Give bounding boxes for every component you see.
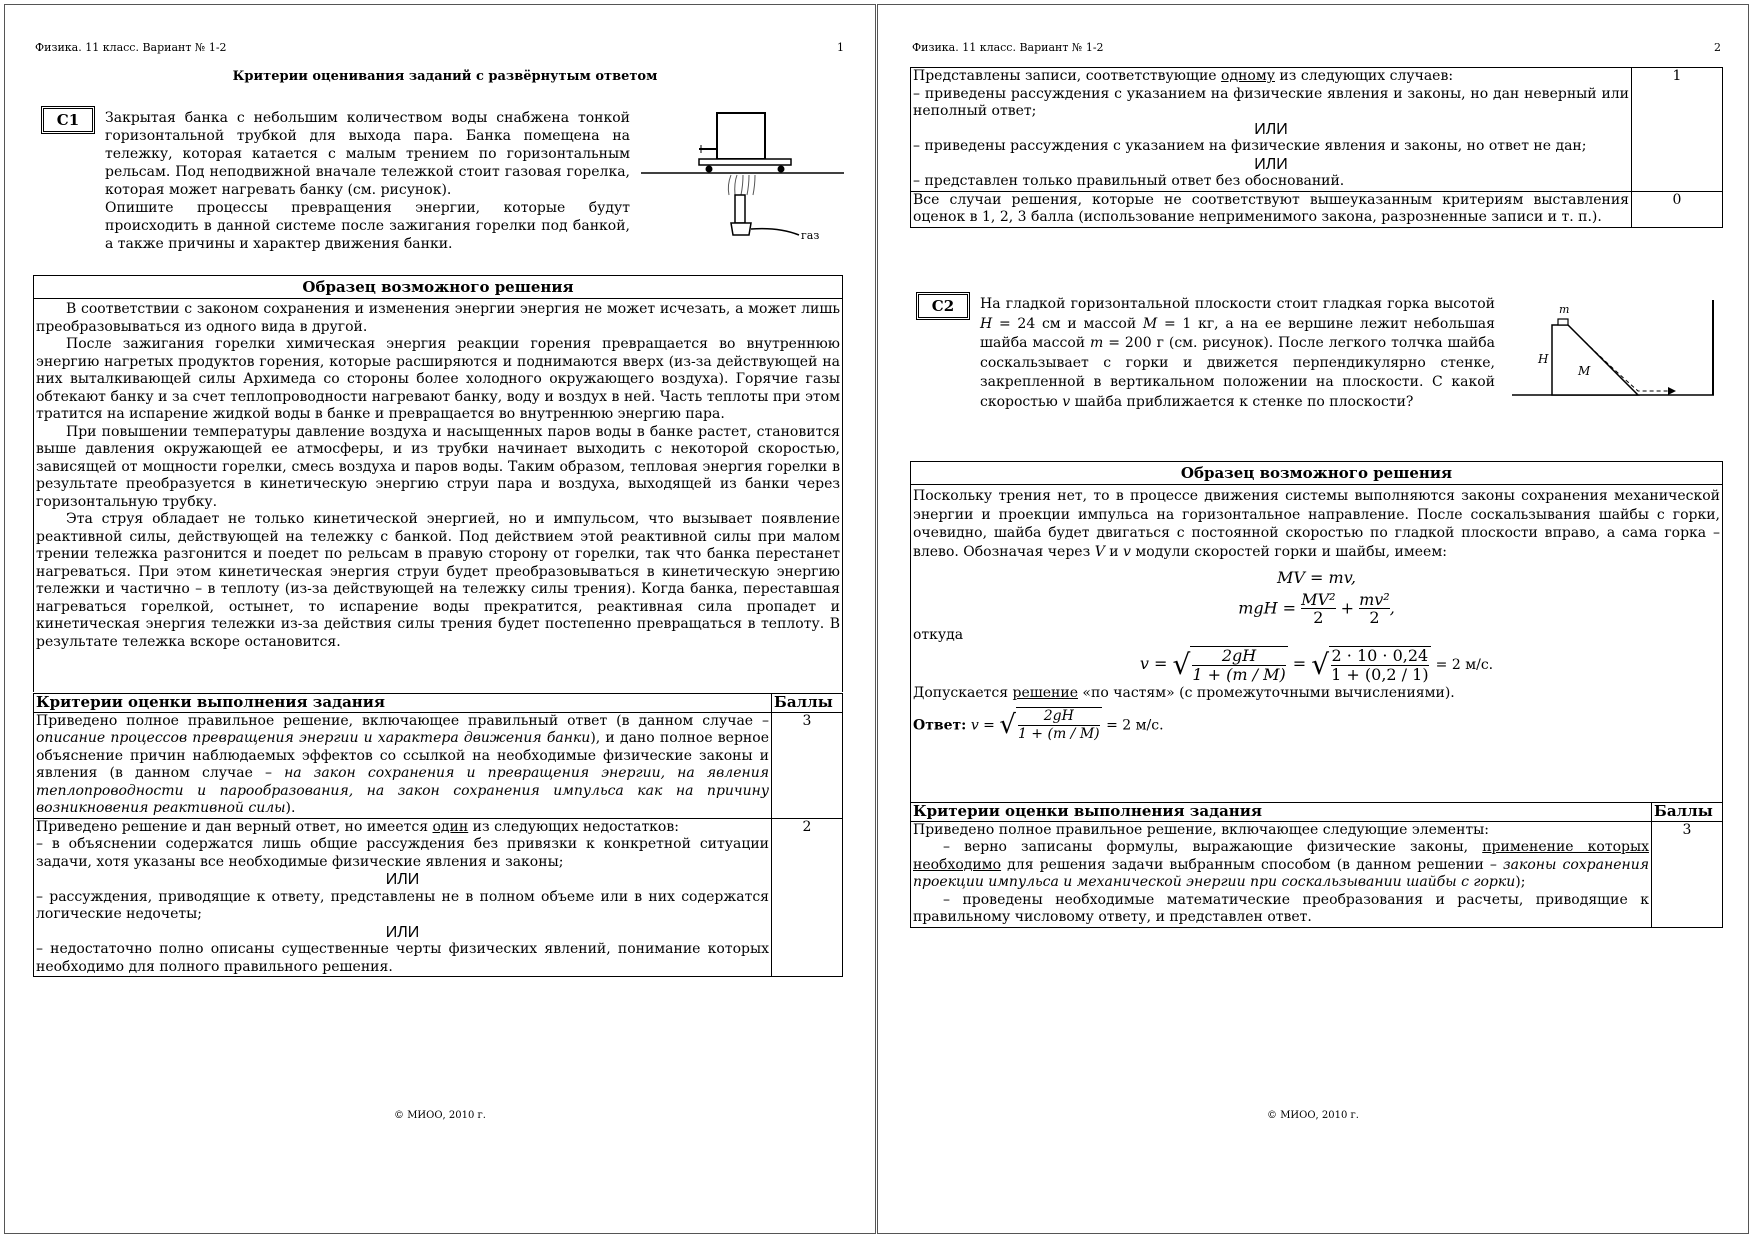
criteria-text-2: Приведено решение и дан верный ответ, но имеется один из следующих недостатков: – в объяснении содержатся лишь общие рассуждения без привязки к конкретной ситуации задачи, хотя указаны все необходимые физические явления и законы; ИЛИ – рассуждения, приводящие к ответу, представлены не в полном объеме или в них содержатся логические недочеты; ИЛИ – недостаточно полно описаны существенные черты физических явлений, понимание которых необходимо для полного правильного решения. <box>34 818 772 977</box>
c2-criteria <box>910 802 1723 928</box>
header-title-left: Физика. 11 класс. Вариант № 1-2 <box>35 41 227 54</box>
criteria-text-1: Представлены записи, соответствующие одному из следующих случаев: – приведены рассуждения с указанием на физические явления и законы, но дан неверный или неполный ответ; ИЛИ – приведены рассуждения с указанием на физические явления и законы, но ответ не дан; ИЛИ – представлен только правильный ответ без обоснований. <box>911 68 1632 192</box>
puck-shape <box>1558 319 1568 325</box>
cart-wheel <box>778 166 785 173</box>
criteria-row-2 <box>34 818 843 977</box>
criteria-row-0 <box>911 191 1723 227</box>
criteria-row-3 <box>911 821 1723 927</box>
criteria-row-1 <box>911 68 1723 192</box>
task-c1-paragraph: Закрытая банка с небольшим количеством воды снабжена тонкой горизонтальной трубкой для выхода пара. Банка помещена на тележку, которая катается с малым трением по горизонтальным рельсам. Под неподвижной вначале тележкой стоит газовая горелка, которая может нагревать банку (см. рисунок). <box>105 110 630 198</box>
score-2: 2 <box>772 818 843 977</box>
c2-criteria-table <box>910 802 1723 928</box>
footer-left: © МИОО, 2010 г. <box>394 1110 486 1121</box>
score-1: 1 <box>1632 68 1723 192</box>
equation-velocity: v = √ $\frac{2gH}{1 + (m / M)}$ = √ $\frac{2 \cdot 10 \cdot 0,24}{1 + (0,2 / 1)}$ = 2 м/с. <box>1139 646 1494 684</box>
solution-paragraph: После зажигания горелки химическая энергия реакции горения превращается во внутреннюю энергию нагретых продуктов горения, которые расширяются и поднимаются вверх (из-за действующей на них выталкивающей силы Архимеда со стороны более холодного окружающего воздуха). Горячие газы обтекают банку и за счет теплопроводности нагревают банку, воду и воздух в ней. Часть теплоты при этом тратится на испарение жидкой воды в банке и превращается во внутреннюю энергию пара. <box>36 336 840 422</box>
header-title-right: Физика. 11 класс. Вариант № 1-2 <box>912 41 1104 54</box>
criteria-row-3 <box>34 712 843 818</box>
cart-wheel <box>706 166 713 173</box>
solution-paragraph: При повышении температуры давление воздуха и насыщенных паров воды в банке растет, становится выше давления окружающей ее атмосферы, и из трубки начинает выходить с некоторой скоростью, зависящей от мощности горелки, смесь воздуха и паров воды. Таким образом, тепловая энергия горелки в результате преобразуется в кинетическую энергию струи пара и воздуха, выходящей из банки через горизонтальную трубку. <box>36 423 840 510</box>
c1-criteria <box>33 693 843 977</box>
score-3: 3 <box>772 712 843 818</box>
solution-paragraph: В соответствии с законом сохранения и изменения энергии энергия не может исчезать, а может лишь преобразовываться из одного вида в другой. <box>36 301 840 335</box>
equation-energy: mgH = $\frac{\text{MV²}}{2}$ + $\frac{\text{mv²}}{2}$ , <box>1238 589 1395 627</box>
equation-momentum: MV = mv, <box>1277 568 1356 587</box>
fig-m-label: m <box>1559 303 1570 316</box>
gas-label: газ <box>801 229 820 242</box>
gas-pipe <box>751 229 799 235</box>
task-c2-text: На гладкой горизонтальной плоскости стоит гладкая горка высотой H = 24 см и массой M = 1 кг, а на ее вершине лежит небольшая шайба массой m = 200 г (см. рисунок). После легкого толчка шайба соскальзывает с горки и движется перпендикулярно стенке, закрепленной в вертикальном положении на плоскости. С какой скоростью v шайба приближается к стенке по плоскости? <box>980 296 1495 410</box>
score-3: 3 <box>1652 821 1723 927</box>
criteria-header: Критерии оценки выполнения задания <box>911 803 1652 822</box>
fig-H-label: H <box>1538 352 1549 366</box>
otkuda-text: откуда <box>913 626 964 643</box>
page-right <box>877 4 1749 1234</box>
criteria-text-3: Приведено полное правильное решение, включающее следующие элементы: – верно записаны формулы, выражающие физические законы, применение которых необходимо для решения задачи выбранным способом (в данном решении – законы сохранения проекции импульса и механической энергии при соскальзывании шайбы с горки); – проведены необходимые математические преобразования и расчеты, приводящие к правильному числовому ответу, и представлен ответ. <box>911 821 1652 927</box>
section-title: Критерии оценивания заданий с развёрнутым ответом <box>232 69 658 84</box>
points-header: Баллы <box>1652 803 1723 822</box>
or-separator: ИЛИ <box>1254 120 1288 138</box>
or-separator: ИЛИ <box>1254 155 1288 173</box>
or-separator: ИЛИ <box>385 871 420 888</box>
task-c1-question: Опишите процессы превращения энергии, которые будут происходить в данной системе после зажигания горелки под банкой, а также причины и характер движения банки. <box>105 200 630 252</box>
criteria-text-3: Приведено полное правильное решение, включающее правильный ответ (в данном случае – описание процессов превращения энергии и характера движения банки), и дано полное верное объяснение причин наблюдаемых эффектов со ссылкой на необходимые физические законы и явления (в данном случае – на закон сохранения и превращения энергии, на явления теплопроводности и парообразования, на закон сохранения импульса как на причину возникновения реактивной силы). <box>34 712 772 818</box>
or-separator: ИЛИ <box>385 923 420 941</box>
c2-solution-box <box>910 461 1723 803</box>
arrow-head <box>1668 387 1676 395</box>
c2-solution-text: Поскольку трения нет, то в процессе движения системы выполняются законы сохранения механической энергии и проекции импульса на горизонтальное направление. После соскальзывания шайбы с горки, очевидно, шайба будет двигаться с постоянной скоростью по гладкой плоскости вправо, а сама горка – влево. Обозначая через V и v модули скоростей горки и шайбы, имеем: MV = mv, mgH = $\frac{\text{MV²}}{2}$ + $\frac{\text{mv²}}{2}$ , откуда v = √ $\frac{2gH}{1 + (m / M)}$ = √ $\frac{2 \cdot 10 \cdot 0,24}{1 + (0,2 / 1)}$ = 2 м/с. Допускается решение «по частям» (с промежуточными вычислениями). Ответ: v = √ $\frac{2gH}{1 + (m / M)}$ = 2 м/с. <box>913 488 1720 742</box>
c1-criteria-table-continued <box>910 67 1723 228</box>
c1-solution-text <box>34 299 842 651</box>
cart-platform <box>699 159 791 165</box>
c2-figure <box>1508 295 1718 405</box>
c2-solution-title: Образец возможного решения <box>911 462 1722 485</box>
criteria-header: Критерии оценки выполнения задания <box>34 694 772 713</box>
burner-shape <box>735 195 745 223</box>
hill-shape <box>1552 325 1638 395</box>
c1-criteria-table <box>33 693 843 977</box>
answer-line: Ответ: v = √ $\frac{2gH}{1 + (m / M)}$ = 2 м/с. <box>913 707 1164 742</box>
points-header: Баллы <box>772 694 843 713</box>
c1-criteria-continued <box>910 67 1723 228</box>
c1-solution-title: Образец возможного решения <box>34 276 842 299</box>
criteria-text-0: Все случаи решения, которые не соответствуют вышеуказанным критериям выставления оценок в 1, 2, 3 балла (использование неприменимого закона, разрозненные записи и т. п.). <box>911 191 1632 227</box>
flame-lines <box>728 175 755 195</box>
solution-paragraph: Эта струя обладает не только кинетической энергией, но и импульсом, что вызывает появление реактивной силы, действующей на тележку с банкой. Под действием этой реактивной силы при малом трении тележка разгонится и поедет по рельсам в правую сторону от горелки, так что банка перестанет нагреваться. При этом кинетическая энергия струи будет преобразовываться в кинетическую энергию тележки и частично – в теплоту (из-за действующей на тележку силы трения). Когда банка, переставшая нагреваться горелкой, остынет, то испарение воды прекратится, реактивная сила пропадет и кинетическая энергия тележки из-за действия силы трения будет постепенно превращаться в теплоту. В результате тележка вскоре остановится. <box>36 511 840 650</box>
score-0: 0 <box>1632 191 1723 227</box>
footer-right: © МИОО, 2010 г. <box>1267 1110 1359 1121</box>
page-left <box>4 4 876 1234</box>
task-label-c1: С1 <box>43 108 93 132</box>
fig-M-label: M <box>1578 364 1591 378</box>
page-number-right: 2 <box>1714 41 1721 54</box>
c1-solution-box <box>33 275 843 692</box>
jar-shape <box>717 113 765 159</box>
task-c1-text <box>105 109 630 253</box>
c1-figure <box>639 105 849 245</box>
task-label-c2: С2 <box>918 294 968 318</box>
page-number-left: 1 <box>837 41 844 54</box>
answer-label: Ответ: <box>913 717 967 733</box>
